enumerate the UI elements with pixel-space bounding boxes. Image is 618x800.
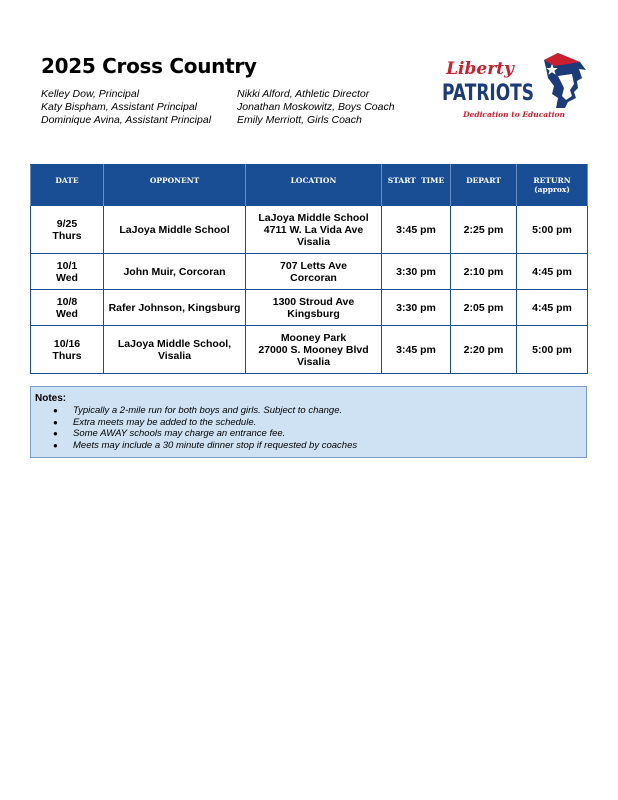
bullet-icon: ● (53, 429, 58, 439)
cell-depart: 2:05 pm (451, 290, 517, 326)
location-line: 1300 Stroud Ave (272, 295, 355, 308)
staff-assistant-principal-1: Katy Bispham, Assistant Principal (41, 101, 198, 113)
location-line: Visalia (296, 355, 331, 368)
location-line: 707 Letts Ave (280, 259, 347, 272)
list-item (35, 417, 586, 429)
date-weekday: Wed (56, 307, 78, 320)
date-day: 10/1 (56, 259, 78, 272)
bullet-icon: ● (53, 440, 58, 450)
opponent-line: LaJoya Middle School (119, 223, 230, 236)
table-row (31, 206, 588, 254)
date-day: 10/16 (53, 337, 81, 350)
list-item (35, 440, 586, 452)
cell-opponent (104, 206, 246, 254)
location-line: Mooney Park (280, 331, 347, 344)
header-return-label: RETURN (533, 176, 571, 185)
staff-list-left (41, 88, 211, 127)
notes-box (30, 386, 587, 458)
logo-liberty-text: Liberty (446, 59, 514, 79)
header-return-approx: (approx) (534, 185, 570, 194)
notes-list (35, 405, 586, 451)
staff-girls-coach: Emily Merriott, Girls Coach (237, 114, 362, 126)
table-row (31, 290, 588, 326)
cell-date (31, 326, 104, 374)
bullet-icon: ● (53, 406, 58, 415)
staff-athletic-director: Nikki Alford, Athletic Director (237, 88, 370, 100)
bullet-icon: ● (53, 417, 58, 427)
date-weekday: Thurs (52, 349, 82, 362)
cell-location (246, 326, 382, 374)
staff-list-right (237, 88, 395, 127)
cell-return: 5:00 pm (517, 326, 588, 374)
liberty-patriots-logo (440, 50, 590, 122)
cell-return: 5:00 pm (517, 206, 588, 254)
schedule-table (30, 164, 588, 374)
date-weekday: Thurs (52, 229, 82, 242)
note-text: Extra meets may be added to the schedule. (73, 416, 257, 428)
cell-depart: 2:20 pm (451, 326, 517, 374)
cell-start-time: 3:45 pm (382, 206, 451, 254)
cell-start-time: 3:45 pm (382, 326, 451, 374)
cell-start-time: 3:30 pm (382, 290, 451, 326)
cell-opponent (104, 326, 246, 374)
cell-date (31, 254, 104, 290)
header-start-time: START TIME (382, 165, 451, 206)
cell-date (31, 290, 104, 326)
note-text: Meets may include a 30 minute dinner stop if requested by coaches (73, 439, 358, 451)
cell-opponent (104, 254, 246, 290)
opponent-line: John Muir, Corcoran (123, 265, 226, 278)
location-line: Corcoran (290, 271, 337, 284)
note-text: Typically a 2-mile run for both boys and girls. Subject to change. (73, 405, 343, 416)
table-header-row (31, 165, 588, 206)
page-title: 2025 Cross Country (41, 54, 257, 78)
note-text: Some AWAY schools may charge an entrance fee. (73, 428, 286, 440)
cell-depart: 2:25 pm (451, 206, 517, 254)
cell-opponent (104, 290, 246, 326)
location-line: Kingsburg (287, 307, 340, 320)
list-item (35, 428, 586, 440)
header-location: LOCATION (246, 165, 382, 206)
location-line: 4711 W. La Vida Ave (263, 223, 364, 236)
staff-assistant-principal-2: Dominique Avina, Assistant Principal (41, 114, 212, 126)
header-depart: DEPART (451, 165, 517, 206)
table-row (31, 326, 588, 374)
logo-patriots-text: PATRIOTS (442, 81, 534, 106)
header-date: DATE (31, 165, 104, 206)
cell-return: 4:45 pm (517, 290, 588, 326)
opponent-line: LaJoya Middle School, (117, 337, 232, 350)
list-item (35, 405, 586, 417)
cell-depart: 2:10 pm (451, 254, 517, 290)
opponent-line: Visalia (157, 349, 192, 362)
location-line: LaJoya Middle School (258, 211, 369, 224)
cell-location (246, 290, 382, 326)
cell-start-time: 3:30 pm (382, 254, 451, 290)
header-return (517, 165, 588, 206)
patriot-head-icon (544, 53, 586, 108)
notes-heading: Notes: (35, 393, 67, 404)
table-row (31, 254, 588, 290)
logo-tagline-text: Dedication to Education (463, 110, 565, 119)
header-opponent: OPPONENT (104, 165, 246, 206)
date-day: 10/8 (56, 295, 78, 308)
cell-location (246, 206, 382, 254)
location-line: Visalia (296, 235, 331, 248)
staff-boys-coach: Jonathan Moskowitz, Boys Coach (237, 101, 395, 113)
location-line: 27000 S. Mooney Blvd (258, 343, 369, 356)
cell-date (31, 206, 104, 254)
date-day: 9/25 (56, 217, 78, 230)
cell-location (246, 254, 382, 290)
staff-principal: Kelley Dow, Principal (41, 88, 140, 100)
opponent-line: Rafer Johnson, Kingsburg (108, 301, 241, 314)
cell-return: 4:45 pm (517, 254, 588, 290)
date-weekday: Wed (56, 271, 78, 284)
